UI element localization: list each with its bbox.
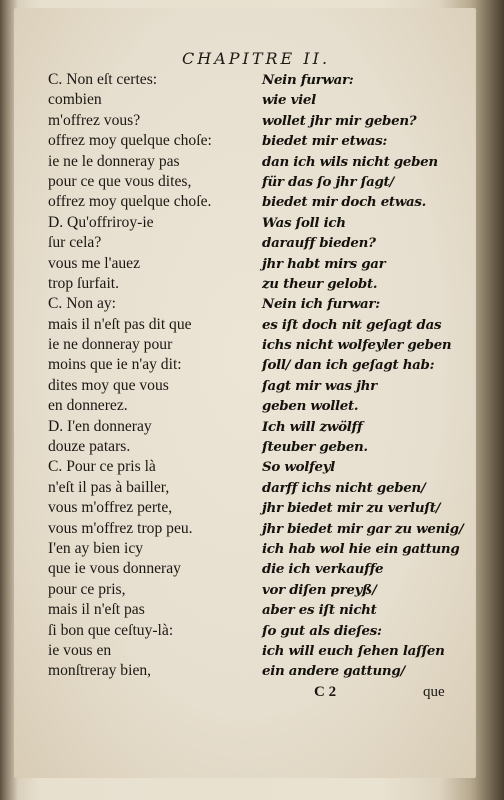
french-line: n'eſt il pas à bailler, bbox=[48, 478, 170, 496]
german-line: die ich verkauffe bbox=[262, 561, 384, 578]
page-edge-shadow bbox=[474, 0, 504, 800]
french-line: ie vous en bbox=[48, 641, 112, 659]
french-line: ie ne le donneray pas bbox=[48, 152, 180, 170]
french-line: trop ſurfait. bbox=[48, 274, 120, 292]
german-line: jhr habt mirs gar bbox=[262, 255, 386, 272]
german-line: biedet mir doch etwas. bbox=[262, 194, 427, 211]
german-line: zu theur gelobt. bbox=[262, 275, 378, 292]
french-line: I'en ay bien icy bbox=[48, 539, 144, 557]
french-line: ie ne donneray pour bbox=[48, 336, 173, 354]
catchword: que bbox=[423, 684, 445, 700]
german-line: darauff bieden? bbox=[262, 235, 376, 252]
german-line: ſo gut als dieſes: bbox=[262, 622, 382, 639]
french-line: douze patars. bbox=[48, 438, 131, 456]
french-line: offrez moy quelque choſe. bbox=[48, 193, 212, 211]
german-line: biedet mir etwas: bbox=[262, 133, 387, 150]
german-line: darff ichs nicht geben/ bbox=[262, 479, 426, 496]
french-line: offrez moy quelque choſe: bbox=[48, 132, 212, 150]
french-column bbox=[48, 70, 263, 682]
german-line: jhr biedet mir zu verluſt/ bbox=[262, 500, 441, 517]
french-line: moins que ie n'ay dit: bbox=[48, 356, 182, 374]
german-line: für das ſo jhr ſagt/ bbox=[262, 173, 394, 190]
german-line: Was ſoll ich bbox=[262, 214, 346, 231]
french-line: C. Non eſt certes: bbox=[48, 71, 158, 88]
french-line: C. Pour ce pris là bbox=[48, 458, 156, 476]
german-column bbox=[262, 70, 472, 682]
german-line: ein andere gattung/ bbox=[262, 663, 405, 680]
signature-mark: C 2 bbox=[314, 684, 337, 700]
french-line: vous m'offrez trop peu. bbox=[48, 519, 193, 537]
french-line: pour ce que vous dites, bbox=[48, 172, 192, 190]
french-line: D. Qu'offriroy-ie bbox=[48, 213, 154, 231]
french-line: ſi bon que ceſtuy-là: bbox=[48, 621, 174, 639]
german-line: ſoll/ dan ich geſagt hab: bbox=[262, 357, 435, 374]
german-line: ichs nicht wolfeyler geben bbox=[262, 337, 452, 354]
german-line: geben wollet. bbox=[262, 398, 359, 415]
german-line: ich hab wol hie ein gattung bbox=[262, 540, 460, 557]
german-line: Nein furwar: bbox=[262, 72, 354, 88]
german-line: vor diſen preyß/ bbox=[262, 581, 377, 598]
german-line: aber es iſt nicht bbox=[262, 602, 377, 619]
german-line: Nein ich furwar: bbox=[262, 296, 380, 313]
french-line: mais il n'eſt pas bbox=[48, 601, 145, 619]
french-line: vous m'offrez perte, bbox=[48, 499, 173, 517]
french-line: ſur cela? bbox=[48, 234, 102, 252]
french-line: pour ce pris, bbox=[48, 580, 126, 598]
french-line: C. Non ay: bbox=[48, 295, 117, 313]
french-line: dites moy que vous bbox=[48, 376, 169, 394]
german-line: ich will euch ſehen laſſen bbox=[262, 642, 445, 659]
german-line: Ich will zwölff bbox=[262, 418, 363, 435]
french-line: monſtreray bien, bbox=[48, 662, 152, 680]
german-line: es iſt doch nit geſagt das bbox=[262, 316, 442, 333]
french-line: D. I'en donneray bbox=[48, 417, 152, 435]
german-line: wie viel bbox=[262, 92, 316, 109]
french-line: en donnerez. bbox=[48, 397, 128, 415]
german-line: jhr biedet mir gar zu wenig/ bbox=[262, 520, 464, 537]
french-line: combien bbox=[48, 91, 102, 109]
page bbox=[14, 8, 476, 778]
french-line: vous me l'auez bbox=[48, 254, 141, 272]
german-line: dan ich wils nicht geben bbox=[262, 153, 438, 170]
french-line: que ie vous donneray bbox=[48, 560, 181, 578]
french-line: mais il n'eſt pas dit que bbox=[48, 315, 192, 333]
french-line: m'offrez vous? bbox=[48, 111, 141, 129]
german-line: So wolfeyl bbox=[262, 459, 335, 476]
german-line: ſagt mir was jhr bbox=[262, 377, 377, 394]
german-line: ſteuber geben. bbox=[262, 439, 368, 456]
german-line: wollet jhr mir geben? bbox=[262, 112, 417, 129]
running-header: CHAPITRE II. bbox=[182, 49, 331, 68]
